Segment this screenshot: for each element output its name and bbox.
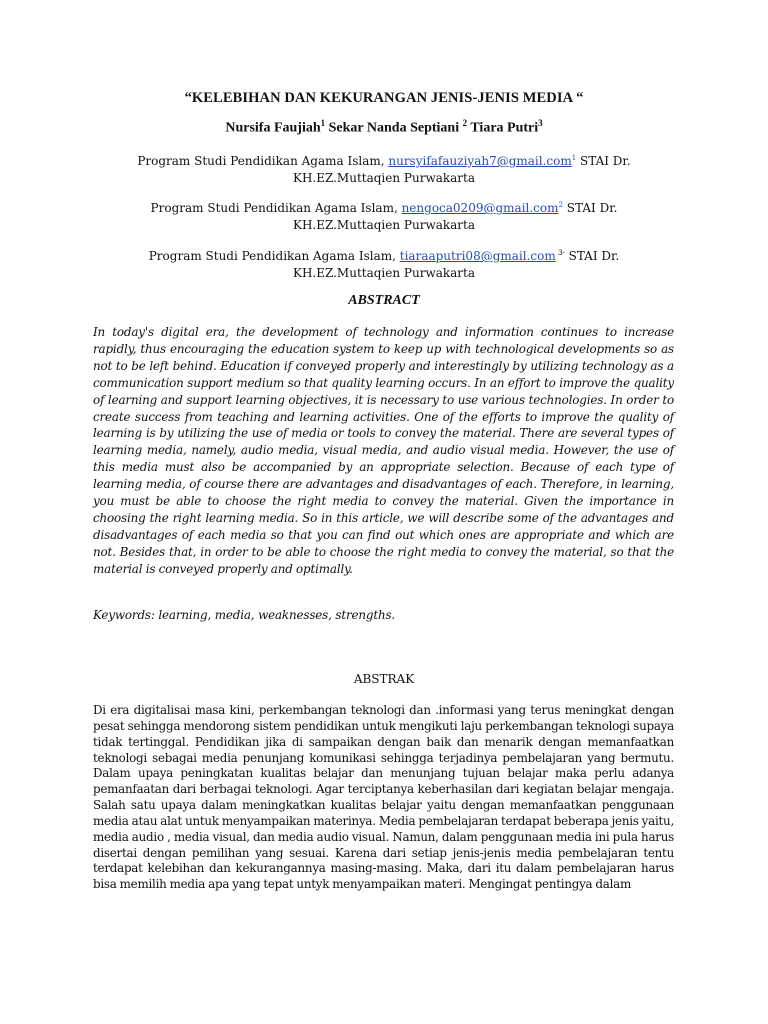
- keywords-line: Keywords: learning, media, weaknesses, strengths.: [93, 608, 396, 622]
- affiliation-suffix: STAI Dr.: [562, 201, 618, 215]
- abstrak-heading: ABSTRAK: [353, 672, 415, 686]
- affiliation-suffix: STAI Dr.: [564, 249, 620, 263]
- affiliation-suffix: STAI Dr.: [576, 154, 631, 168]
- author-superscript: 1: [320, 118, 326, 128]
- email-link-1[interactable]: nursyifafauziyah7@gmail.com: [388, 154, 572, 168]
- abstract-english-text: In today's digital era, the development of technology and information continues to increase rapidly, thus encouraging the education system to keep up with technological developments so as not to be left behind. Education if conveyed properly and interestingly by utilizing technology as a communication support medium so that quality learning occurs. In an effort to improve the quality of learning and support learning objectives, it is necessary to use various technologies. In order to create success from teaching and learning activities. One of the efforts to improve the quality of learning is by utilizing the use of media or tools to convey the material. There are several types of learning media, namely, audio media, visual media, and audio visual media. However, the use of this media must also be accompanied by an appropriate selection. Because of each type of learning media, of course there are advantages and disadvantages of each. Therefore, in learning, you must be able to choose the right media to convey the material. Given the importance in choosing the right learning media. So in this article, we will describe some of the advantages and disadvantages of each media so that you can find out which ones are appropriate and which are not. Besides that, in order to be able to choose the right media to convey the material, so that the material is conveyed properly and optimally.: [93, 325, 674, 576]
- affiliation-3: [0, 245, 768, 282]
- author-superscript: 3: [538, 118, 543, 128]
- paper-title: “KELEBIHAN DAN KEKURANGAN JENIS-JENIS MEDIA “: [184, 90, 584, 106]
- affiliation-superscript: 1: [571, 154, 577, 162]
- affiliation-1: [0, 150, 768, 187]
- affiliation-superscript: 3-: [555, 249, 565, 257]
- author-name: Nursifa Faujiah: [225, 120, 321, 136]
- author-list: [0, 118, 768, 137]
- email-link-3[interactable]: tiaraaputri08@gmail.com: [399, 249, 556, 263]
- affiliation-institution: KH.EZ.Muttaqien Purwakarta: [292, 266, 476, 280]
- affiliation-2: [0, 197, 768, 234]
- author-superscript: 2: [462, 118, 468, 128]
- affiliation-prefix: Program Studi Pendidikan Agama Islam,: [137, 154, 389, 168]
- author-name: Sekar Nanda Septiani: [328, 120, 460, 136]
- author-name: Tiara Putri: [470, 120, 539, 136]
- abstract-heading: ABSTRACT: [348, 293, 420, 308]
- affiliation-prefix: Program Studi Pendidikan Agama Islam,: [148, 249, 400, 263]
- affiliation-institution: KH.EZ.Muttaqien Purwakarta: [292, 218, 476, 232]
- affiliation-prefix: Program Studi Pendidikan Agama Islam,: [150, 201, 402, 215]
- abstrak-indonesian-text: Di era digitalisai masa kini, perkembangan teknologi dan .informasi yang terus meningkat dengan pesat sehingga mendorong sistem pendidikan untuk mengikuti laju perkembangan teknologi supaya tidak tertinggal. Pendidikan jika di sampaikan dengan baik dan menarik dengan memanfaatkan teknologi sebagai media penunjang komunikasi sehingga terjadinya pembelajaran yang bermutu. Dalam upaya peningkatan kualitas belajar dan menunjang tujuan belajar maka perlu adanya pemanfaatan dari berbagai teknologi. Agar terciptanya keberhasilan dari kegiatan belajar mengaja. Salah satu upaya dalam meningkatkan kualitas belajar yaitu dengan memanfaatkan penggunaan media atau alat untuk menyampaikan materinya. Media pembelajaran terdapat beberapa jenis yaitu, media audio , media visual, dan media audio visual. Namun, dalam penggunaan media ini pula harus disertai dengan pemilihan yang sesuai. Karena dari setiap jenis-jenis media pembelajaran tentu terdapat kelebihan dan kekurangannya masing-masing. Maka, dari itu dalam pembelajaran harus bisa memilih media apa yang tepat untyk menyampaikan materi. Mengingat pentingya dalam: [93, 703, 674, 892]
- affiliation-superscript: 2: [558, 201, 563, 209]
- affiliation-institution: KH.EZ.Muttaqien Purwakarta: [292, 171, 476, 185]
- email-link-2[interactable]: nengoca0209@gmail.com: [401, 201, 559, 215]
